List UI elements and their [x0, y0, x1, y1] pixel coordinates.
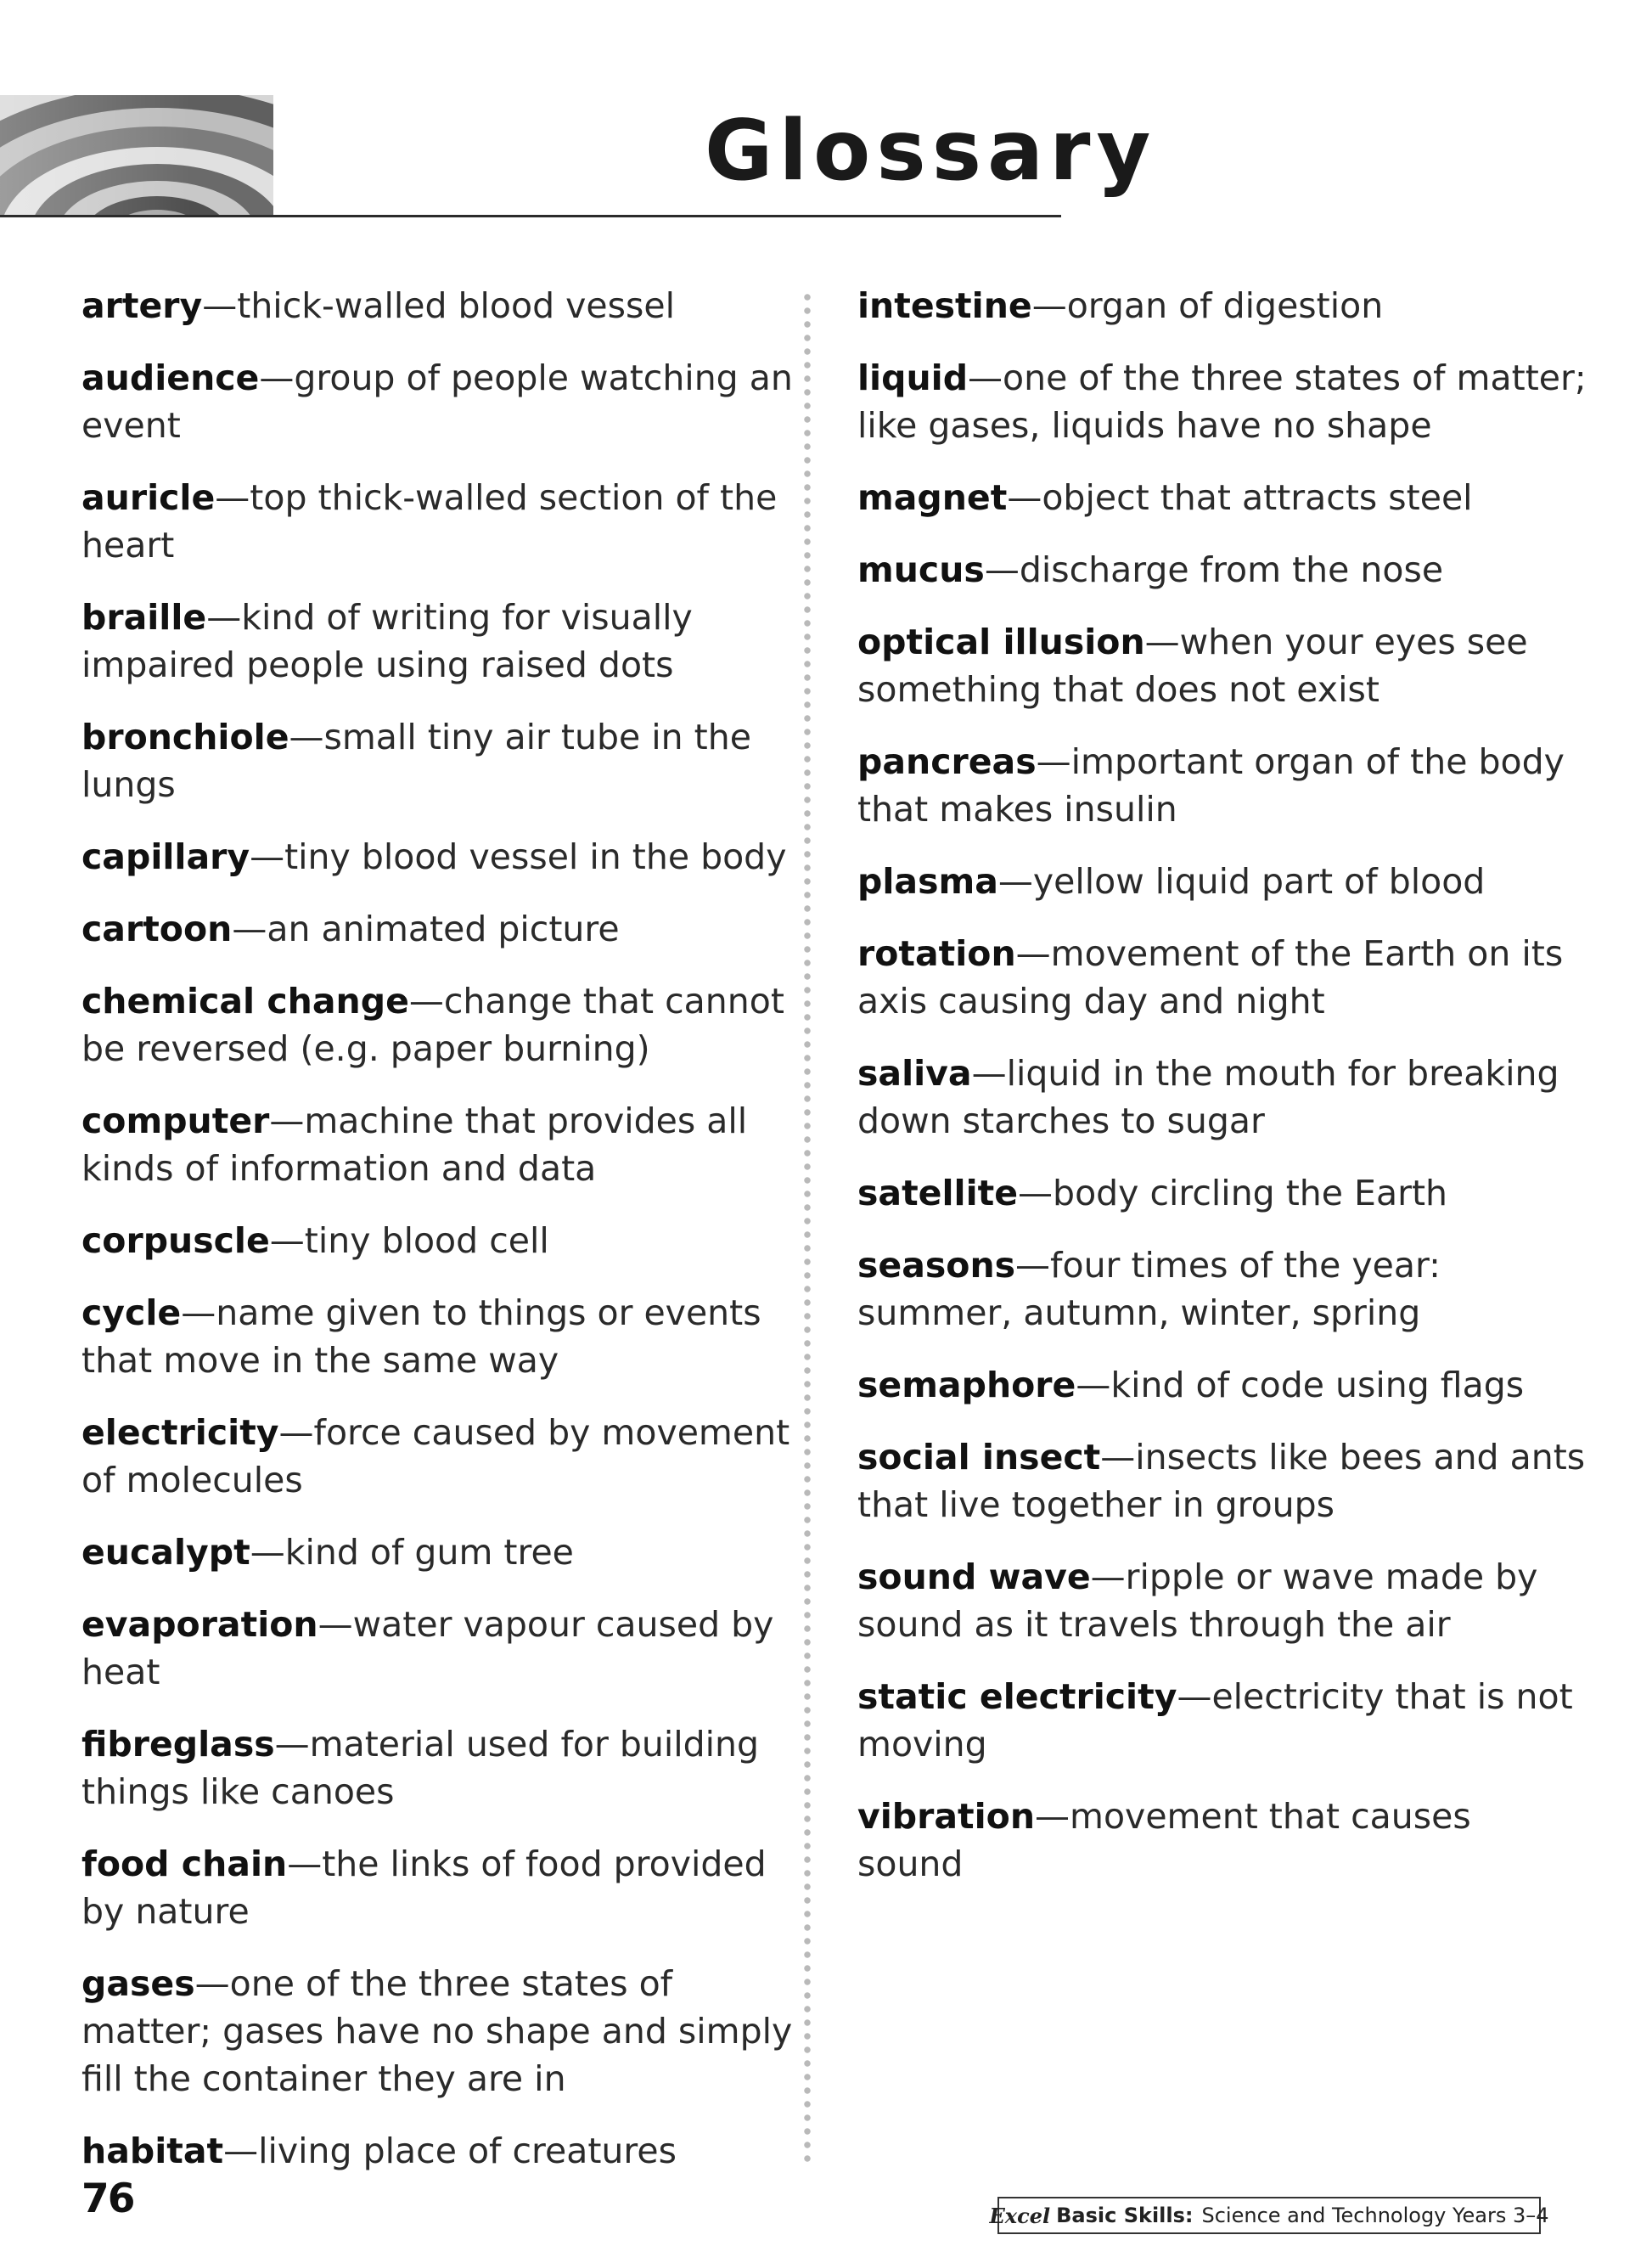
glossary-definition: —machine that provides all kinds of information and data	[81, 1101, 748, 1189]
glossary-entry	[857, 282, 1587, 329]
glossary-entry	[857, 546, 1587, 594]
glossary-definition: —electricity that is not moving	[857, 1676, 1573, 1765]
glossary-definition: —object that attracts steel	[1007, 477, 1473, 518]
glossary-entry	[857, 930, 1587, 1025]
glossary-entry	[857, 1553, 1587, 1648]
glossary-definition: —four times of the year: summer, autumn, winter, spring	[857, 1245, 1441, 1333]
title-rule	[0, 215, 1061, 217]
glossary-definition: —yellow liquid part of blood	[997, 861, 1486, 902]
glossary-definition: —force caused by movement of molecules	[81, 1412, 790, 1500]
glossary-entry	[81, 1720, 812, 1815]
glossary-entry	[81, 1409, 812, 1504]
glossary-term: artery	[81, 285, 203, 326]
glossary-term: gases	[81, 1963, 195, 2004]
glossary-definition: —one of the three states of matter; gases have no shape and simply fill the container they are in	[81, 1963, 793, 2099]
glossary-term: seasons	[857, 1245, 1016, 1286]
glossary-entry	[81, 1528, 812, 1576]
glossary-definition: —movement that causes sound	[857, 1796, 1471, 1884]
glossary-term: fibreglass	[81, 1724, 275, 1765]
glossary-term: auricle	[81, 477, 216, 518]
glossary-definition: —name given to things or events that move in the same way	[81, 1292, 761, 1381]
glossary-entry	[81, 2127, 812, 2175]
glossary-definition: —water vapour caused by heat	[81, 1604, 774, 1692]
glossary-term: plasma	[857, 861, 998, 902]
glossary-entry	[81, 282, 812, 329]
glossary-definition: —when your eyes see something that does not exist	[857, 622, 1528, 710]
glossary-entry	[857, 1433, 1587, 1528]
swirl-decoration	[0, 95, 273, 216]
glossary-entry	[81, 1097, 812, 1192]
glossary-term: optical illusion	[857, 622, 1145, 662]
glossary-term: sound wave	[857, 1557, 1091, 1597]
glossary-definition: —kind of gum tree	[250, 1532, 574, 1573]
glossary-term: habitat	[81, 2131, 224, 2171]
glossary-entry	[81, 977, 812, 1072]
glossary-term: eucalypt	[81, 1532, 250, 1573]
glossary-entry	[857, 738, 1587, 833]
glossary-definition: —thick-walled blood vessel	[202, 285, 675, 326]
glossary-column-left	[81, 282, 812, 2199]
glossary-entry	[81, 833, 812, 881]
glossary-term: magnet	[857, 477, 1008, 518]
glossary-entry	[857, 1241, 1587, 1337]
glossary-entry	[81, 594, 812, 689]
glossary-term: capillary	[81, 836, 250, 877]
glossary-term: static electricity	[857, 1676, 1177, 1717]
glossary-definition: —change that cannot be reversed (e.g. paper burning)	[81, 981, 784, 1069]
glossary-term: electricity	[81, 1412, 279, 1453]
glossary-entry	[81, 474, 812, 569]
footer-subtitle: Science and Technology Years 3–4	[1201, 2204, 1549, 2227]
glossary-entry	[81, 354, 812, 449]
glossary-definition: —insects like bees and ants that live together in groups	[857, 1437, 1586, 1525]
glossary-term: intestine	[857, 285, 1032, 326]
glossary-definition: —top thick-walled section of the heart	[81, 477, 778, 566]
glossary-entry	[857, 1793, 1587, 1888]
glossary-definition: —living place of creatures	[223, 2131, 677, 2171]
glossary-definition: —important organ of the body that makes insulin	[857, 741, 1565, 830]
glossary-entry	[857, 858, 1587, 905]
glossary-term: satellite	[857, 1173, 1019, 1213]
glossary-term: saliva	[857, 1053, 972, 1094]
glossary-definition: —liquid in the mouth for breaking down starches to sugar	[857, 1053, 1559, 1141]
glossary-definition: —the links of food provided by nature	[81, 1844, 767, 1932]
glossary-term: liquid	[857, 357, 969, 398]
glossary-definition: —small tiny air tube in the lungs	[81, 717, 751, 805]
glossary-column-right	[857, 282, 1587, 1912]
glossary-definition: —material used for building things like canoes	[81, 1724, 760, 1812]
glossary-entry	[81, 905, 812, 953]
glossary-entry	[81, 1217, 812, 1264]
page-title: Glossary	[705, 103, 1157, 200]
glossary-term: mucus	[857, 549, 985, 590]
glossary-entry	[857, 618, 1587, 713]
glossary-term: computer	[81, 1101, 270, 1141]
glossary-term: vibration	[857, 1796, 1036, 1837]
column-divider	[803, 290, 812, 2165]
glossary-entry	[81, 1601, 812, 1696]
glossary-term: corpuscle	[81, 1220, 270, 1261]
glossary-term: cartoon	[81, 909, 233, 949]
glossary-entry	[857, 1361, 1587, 1409]
glossary-definition: —an animated picture	[232, 909, 620, 949]
glossary-definition: —ripple or wave made by sound as it travels through the air	[857, 1557, 1538, 1645]
glossary-definition: —one of the three states of matter; like gases, liquids have no shape	[857, 357, 1587, 446]
glossary-entry	[857, 474, 1587, 521]
glossary-definition: —kind of writing for visually impaired people using raised dots	[81, 597, 693, 685]
glossary-definition: —discharge from the nose	[984, 549, 1444, 590]
glossary-entry	[857, 1050, 1587, 1145]
glossary-entry	[81, 1840, 812, 1935]
page-number: 76	[81, 2176, 134, 2222]
footer-series-box	[989, 2197, 1549, 2234]
glossary-term: food chain	[81, 1844, 288, 1884]
glossary-definition: —tiny blood vessel in the body	[250, 836, 787, 877]
glossary-definition: —body circling the Earth	[1018, 1173, 1448, 1213]
footer-brand: Excel	[989, 2203, 1051, 2228]
glossary-definition: —kind of code using flags	[1076, 1365, 1525, 1405]
glossary-term: evaporation	[81, 1604, 318, 1645]
glossary-entry	[857, 1169, 1587, 1217]
glossary-term: rotation	[857, 933, 1016, 974]
glossary-term: chemical change	[81, 981, 409, 1022]
glossary-definition: —movement of the Earth on its axis causing day and night	[857, 933, 1564, 1022]
glossary-term: audience	[81, 357, 260, 398]
glossary-entry	[81, 713, 812, 808]
glossary-entry	[81, 1289, 812, 1384]
glossary-entry	[857, 1673, 1587, 1768]
footer-series: Basic Skills:	[1056, 2204, 1194, 2227]
glossary-entry	[857, 354, 1587, 449]
glossary-definition: —organ of digestion	[1031, 285, 1384, 326]
glossary-term: cycle	[81, 1292, 182, 1333]
glossary-term: semaphore	[857, 1365, 1076, 1405]
glossary-term: bronchiole	[81, 717, 289, 757]
glossary-term: pancreas	[857, 741, 1037, 782]
glossary-definition: —tiny blood cell	[269, 1220, 549, 1261]
glossary-term: social insect	[857, 1437, 1101, 1478]
glossary-term: braille	[81, 597, 207, 638]
glossary-definition: —group of people watching an event	[81, 357, 793, 446]
glossary-entry	[81, 1960, 812, 2103]
